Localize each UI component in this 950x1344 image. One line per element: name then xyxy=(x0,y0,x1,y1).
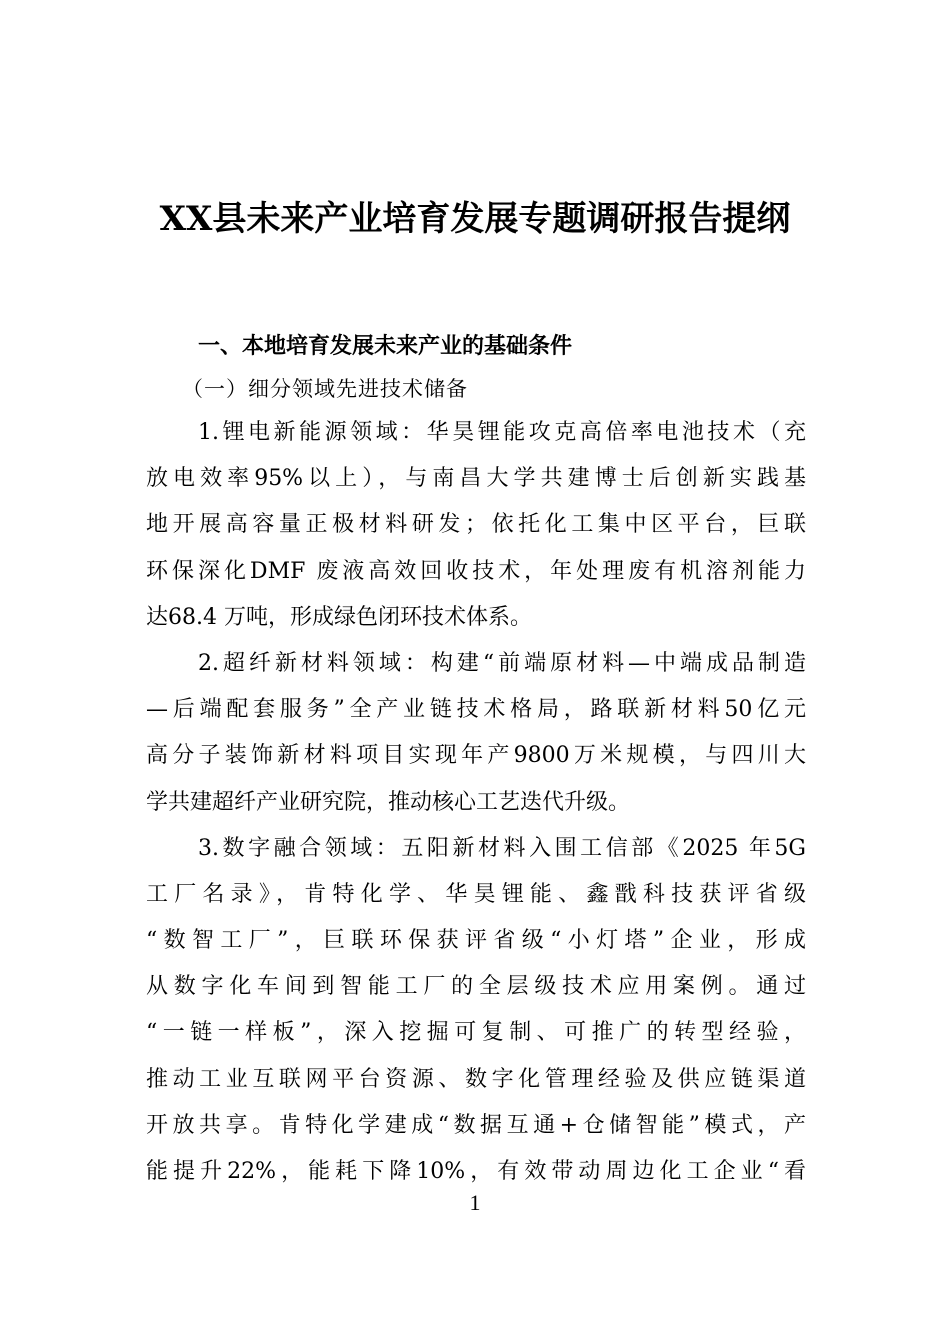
paragraph-line: —后端配套服务”全产业链技术格局，路联新材料50亿元 xyxy=(146,697,806,723)
paragraph-line: 从数字化车间到智能工厂的全层级技术应用案例。通过 xyxy=(146,974,806,1000)
paragraph-line: 达68.4 万吨，形成绿色闭环技术体系。 xyxy=(146,604,532,630)
document-body xyxy=(146,326,806,1195)
document-title: XX县未来产业培育发展专题调研报告提纲 xyxy=(159,199,791,239)
section-heading: 一、本地培育发展未来产业的基础条件 xyxy=(198,334,573,359)
paragraph-line: “一链一样板”，深入挖掘可复制、可推广的转型经验， xyxy=(146,1020,806,1046)
paragraph-line: 推动工业互联网平台资源、数字化管理经验及供应链渠道 xyxy=(146,1066,806,1092)
paragraph-line: 高分子装饰新材料项目实现年产9800万米规模，与四川大 xyxy=(146,743,806,769)
paragraph-line: 学共建超纤产业研究院，推动核心工艺迭代升级。 xyxy=(146,789,631,815)
paragraph-line: 工厂名录》，肯特化学、华昊锂能、鑫戬科技获评省级 xyxy=(146,881,806,907)
paragraph-line: 能提升22%，能耗下降10%，有效带动周边化工企业“看 xyxy=(146,1159,806,1184)
page-number: 1 xyxy=(469,1190,481,1215)
paragraph-line: 地开展高容量正极材料研发；依托化工集中区平台，巨联 xyxy=(146,512,806,538)
paragraph-digital xyxy=(146,826,806,1196)
subsection-heading: （一）细分领域先进技术储备 xyxy=(182,377,468,401)
paragraph-microfiber xyxy=(146,641,806,826)
paragraph-line: 环保深化DMF 废液高效回收技术，年处理废有机溶剂能力 xyxy=(146,558,806,584)
paragraph-line: 3.数字融合领域：五阳新材料入围工信部《2025 年5G xyxy=(198,835,806,861)
paragraph-line: 1.锂电新能源领域：华昊锂能攻克高倍率电池技术（充 xyxy=(198,420,806,445)
paragraph-line: 2.超纤新材料领域：构建“前端原材料—中端成品制造 xyxy=(198,650,806,676)
paragraph-line: 开放共享。肯特化学建成“数据互通+仓储智能”模式，产 xyxy=(146,1112,806,1138)
paragraph-line: 放电效率95%以上），与南昌大学共建博士后创新实践基 xyxy=(146,466,806,492)
paragraph-line: “数智工厂”，巨联环保获评省级“小灯塔”企业，形成 xyxy=(146,928,806,954)
paragraph-lithium xyxy=(146,410,806,641)
